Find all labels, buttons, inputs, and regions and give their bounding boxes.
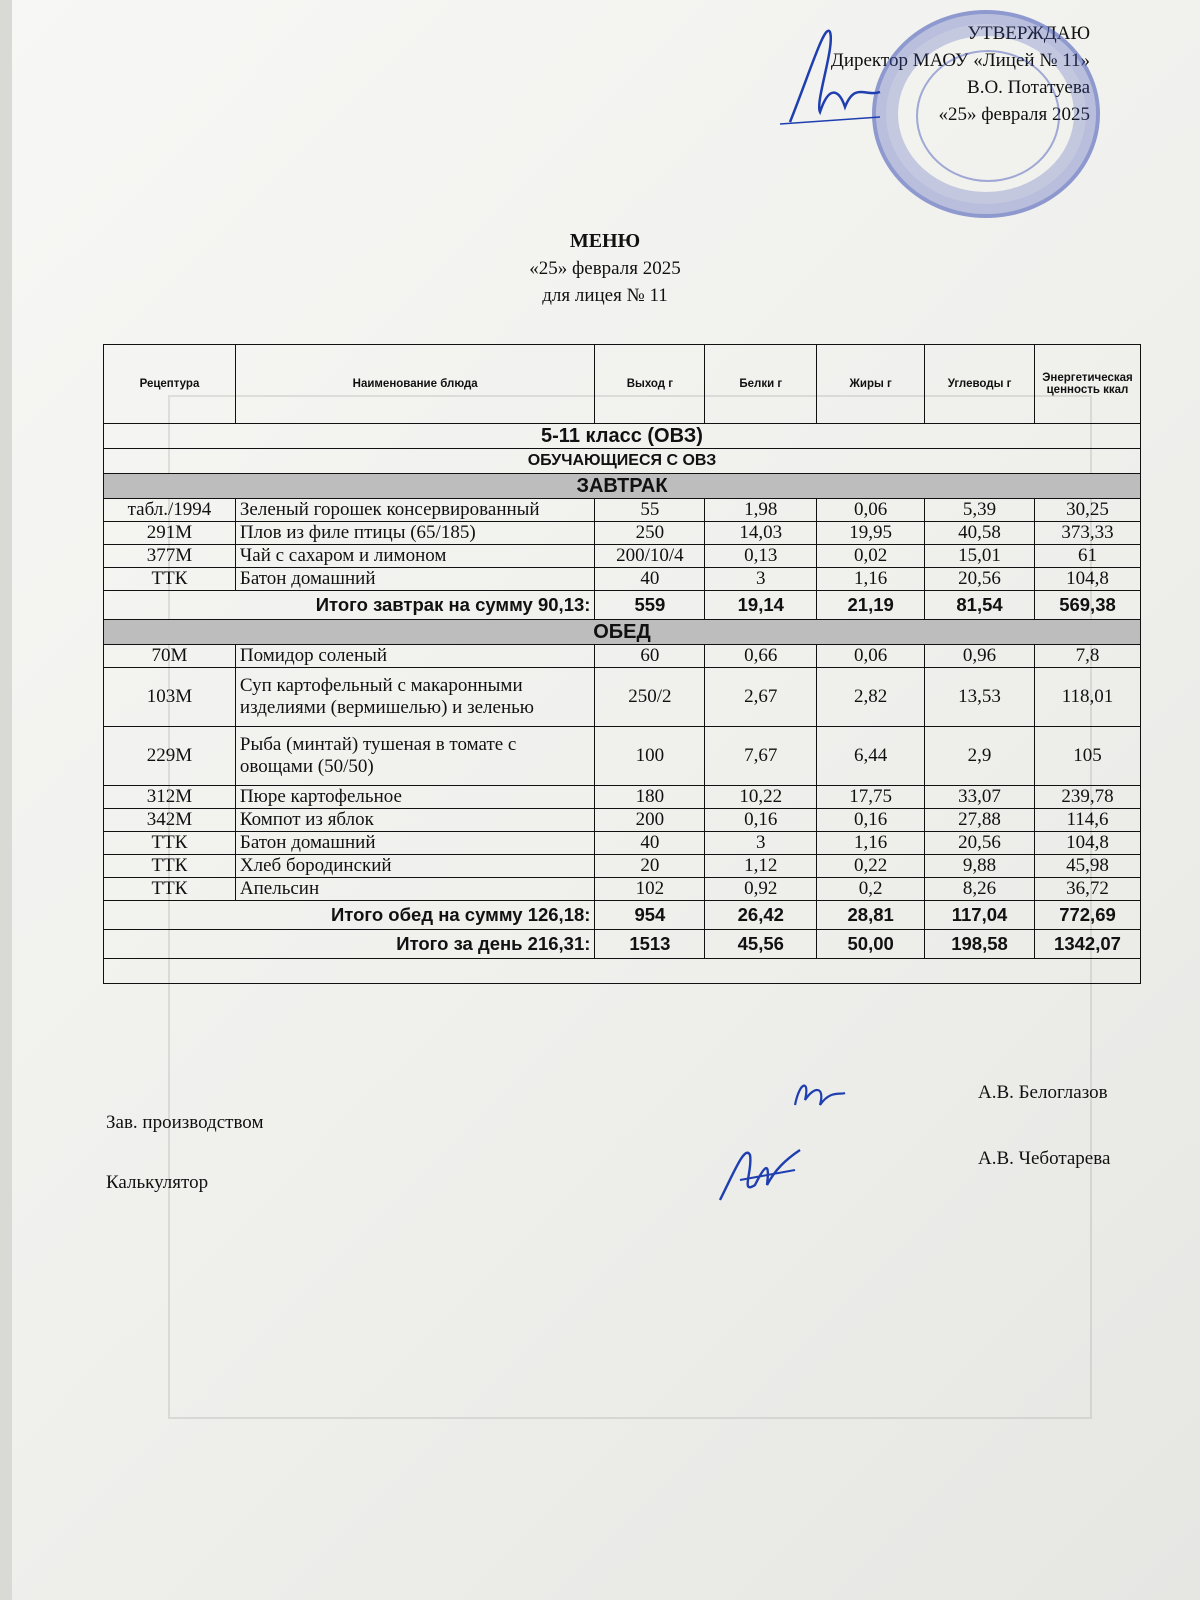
- total-yield: 954: [595, 901, 705, 930]
- fat-value: 0,22: [817, 855, 925, 878]
- total-kcal: 772,69: [1034, 901, 1140, 930]
- group-label: ОБУЧАЮЩИЕСЯ С ОВЗ: [104, 449, 1141, 474]
- kcal-value: 104,8: [1034, 832, 1140, 855]
- carbs-value: 20,56: [925, 568, 1035, 591]
- table-row: [104, 499, 1141, 522]
- dish-name: Батон домашний: [235, 832, 595, 855]
- document-subtitle: для лицея № 11: [542, 285, 668, 306]
- yield-value: 250/2: [595, 668, 705, 727]
- kcal-value: 373,33: [1034, 522, 1140, 545]
- yield-value: 100: [595, 727, 705, 786]
- kcal-value: 118,01: [1034, 668, 1140, 727]
- fat-value: 0,02: [817, 545, 925, 568]
- total-kcal: 569,38: [1034, 591, 1140, 620]
- dish-name: Батон домашний: [235, 568, 595, 591]
- table-row: [104, 727, 1141, 786]
- approval-position: Директор МАОУ «Лицей № 11»: [830, 50, 1090, 71]
- document-date: «25» февраля 2025: [529, 258, 681, 279]
- day-total-row: [104, 930, 1141, 959]
- dish-name: Плов из филе птицы (65/185): [235, 522, 595, 545]
- breakfast-rows: [104, 499, 1141, 591]
- table-header-row: [104, 345, 1141, 424]
- total-protein: 26,42: [705, 901, 817, 930]
- yield-value: 250: [595, 522, 705, 545]
- day-total-carbs: 198,58: [925, 930, 1035, 959]
- kcal-value: 114,6: [1034, 809, 1140, 832]
- total-fat: 28,81: [817, 901, 925, 930]
- dish-name: Рыба (минтай) тушеная в томате с овощами (50/50): [235, 727, 595, 786]
- recipe-code: табл./1994: [104, 499, 236, 522]
- day-total-label: Итого за день 216,31:: [104, 930, 595, 959]
- yield-value: 200: [595, 809, 705, 832]
- protein-value: 3: [705, 832, 817, 855]
- table-row: [104, 545, 1141, 568]
- carbs-value: 9,88: [925, 855, 1035, 878]
- paper-edge: [0, 0, 12, 1600]
- yield-value: 180: [595, 786, 705, 809]
- stamp-inner-ring: [916, 50, 1060, 182]
- table-row: [104, 809, 1141, 832]
- fat-value: 17,75: [817, 786, 925, 809]
- table-row: [104, 645, 1141, 668]
- dish-name: Суп картофельный с макаронными изделиями (вермишелью) и зеленью: [235, 668, 595, 727]
- protein-value: 2,67: [705, 668, 817, 727]
- total-carbs: 117,04: [925, 901, 1035, 930]
- carbs-value: 0,96: [925, 645, 1035, 668]
- yield-value: 200/10/4: [595, 545, 705, 568]
- yield-value: 40: [595, 568, 705, 591]
- kcal-value: 61: [1034, 545, 1140, 568]
- recipe-code: 312М: [104, 786, 236, 809]
- column-header: Наименование блюда: [235, 345, 595, 424]
- total-carbs: 81,54: [925, 591, 1035, 620]
- column-header: Энергетическая ценность ккал: [1034, 345, 1140, 424]
- protein-value: 1,98: [705, 499, 817, 522]
- yield-value: 40: [595, 832, 705, 855]
- protein-value: 0,92: [705, 878, 817, 901]
- carbs-value: 5,39: [925, 499, 1035, 522]
- recipe-code: ТТК: [104, 855, 236, 878]
- carbs-value: 8,26: [925, 878, 1035, 901]
- carbs-value: 27,88: [925, 809, 1035, 832]
- column-header: Белки г: [705, 345, 817, 424]
- official-stamp-seal: [872, 10, 1100, 218]
- footer-role-calculator: Калькулятор: [106, 1172, 209, 1193]
- day-total-kcal: 1342,07: [1034, 930, 1140, 959]
- table-row: [104, 786, 1141, 809]
- carbs-value: 20,56: [925, 832, 1035, 855]
- table-row: [104, 878, 1141, 901]
- recipe-code: 103М: [104, 668, 236, 727]
- yield-value: 60: [595, 645, 705, 668]
- total-protein: 19,14: [705, 591, 817, 620]
- yield-value: 102: [595, 878, 705, 901]
- day-total-yield: 1513: [595, 930, 705, 959]
- total-yield: 559: [595, 591, 705, 620]
- day-total-protein: 45,56: [705, 930, 817, 959]
- dish-name: Компот из яблок: [235, 809, 595, 832]
- protein-value: 10,22: [705, 786, 817, 809]
- recipe-code: 377М: [104, 545, 236, 568]
- recipe-code: 291М: [104, 522, 236, 545]
- yield-value: 55: [595, 499, 705, 522]
- table-row: [104, 522, 1141, 545]
- column-header: Выход г: [595, 345, 705, 424]
- calculator-signature: [715, 1140, 805, 1210]
- footer-role-production: Зав. производством: [106, 1112, 264, 1133]
- table-row: [104, 832, 1141, 855]
- kcal-value: 36,72: [1034, 878, 1140, 901]
- recipe-code: ТТК: [104, 568, 236, 591]
- protein-value: 7,67: [705, 727, 817, 786]
- column-header: Рецептура: [104, 345, 236, 424]
- empty-cell: [104, 959, 1141, 984]
- kcal-value: 104,8: [1034, 568, 1140, 591]
- yield-value: 20: [595, 855, 705, 878]
- document-title-block: [300, 228, 910, 309]
- recipe-code: ТТК: [104, 878, 236, 901]
- fat-value: 0,06: [817, 645, 925, 668]
- director-signature: [770, 12, 890, 142]
- day-total-fat: 50,00: [817, 930, 925, 959]
- kcal-value: 7,8: [1034, 645, 1140, 668]
- footer-name-calculator: А.В. Чеботарева: [978, 1148, 1111, 1169]
- carbs-value: 40,58: [925, 522, 1035, 545]
- protein-value: 1,12: [705, 855, 817, 878]
- approval-name: В.О. Потатуева: [967, 77, 1090, 98]
- document-title: МЕНЮ: [569, 230, 641, 252]
- protein-value: 14,03: [705, 522, 817, 545]
- footer-name-production: А.В. Белоглазов: [978, 1082, 1108, 1103]
- menu-table: [103, 344, 1141, 984]
- dish-name: Зеленый горошек консервированный: [235, 499, 595, 522]
- carbs-value: 13,53: [925, 668, 1035, 727]
- dish-name: Апельсин: [235, 878, 595, 901]
- protein-value: 0,16: [705, 809, 817, 832]
- protein-value: 3: [705, 568, 817, 591]
- dish-name: Пюре картофельное: [235, 786, 595, 809]
- kcal-value: 45,98: [1034, 855, 1140, 878]
- production-manager-signature: [790, 1075, 850, 1115]
- lunch-rows: [104, 645, 1141, 901]
- carbs-value: 2,9: [925, 727, 1035, 786]
- recipe-code: ТТК: [104, 832, 236, 855]
- breakfast-total-row: [104, 591, 1141, 620]
- approval-date: «25» февраля 2025: [938, 104, 1090, 125]
- carbs-value: 33,07: [925, 786, 1035, 809]
- table-row: [104, 855, 1141, 878]
- lunch-section-label: ОБЕД: [104, 620, 1141, 645]
- fat-value: 2,82: [817, 668, 925, 727]
- recipe-code: 70М: [104, 645, 236, 668]
- protein-value: 0,66: [705, 645, 817, 668]
- carbs-value: 15,01: [925, 545, 1035, 568]
- class-label: 5-11 класс (ОВЗ): [104, 424, 1141, 449]
- approval-title: УТВЕРЖДАЮ: [967, 23, 1090, 44]
- dish-name: Помидор соленый: [235, 645, 595, 668]
- fat-value: 19,95: [817, 522, 925, 545]
- column-header: Жиры г: [817, 345, 925, 424]
- protein-value: 0,13: [705, 545, 817, 568]
- fat-value: 0,2: [817, 878, 925, 901]
- kcal-value: 239,78: [1034, 786, 1140, 809]
- recipe-code: 342М: [104, 809, 236, 832]
- kcal-value: 30,25: [1034, 499, 1140, 522]
- fat-value: 6,44: [817, 727, 925, 786]
- fat-value: 0,16: [817, 809, 925, 832]
- table-row: [104, 568, 1141, 591]
- total-fat: 21,19: [817, 591, 925, 620]
- fat-value: 0,06: [817, 499, 925, 522]
- breakfast-section-label: ЗАВТРАК: [104, 474, 1141, 499]
- total-label: Итого обед на сумму 126,18:: [104, 901, 595, 930]
- table-row: [104, 668, 1141, 727]
- total-label: Итого завтрак на сумму 90,13:: [104, 591, 595, 620]
- kcal-value: 105: [1034, 727, 1140, 786]
- column-header: Углеводы г: [925, 345, 1035, 424]
- recipe-code: 229М: [104, 727, 236, 786]
- dish-name: Хлеб бородинский: [235, 855, 595, 878]
- fat-value: 1,16: [817, 832, 925, 855]
- lunch-total-row: [104, 901, 1141, 930]
- dish-name: Чай с сахаром и лимоном: [235, 545, 595, 568]
- empty-row: [104, 959, 1141, 984]
- fat-value: 1,16: [817, 568, 925, 591]
